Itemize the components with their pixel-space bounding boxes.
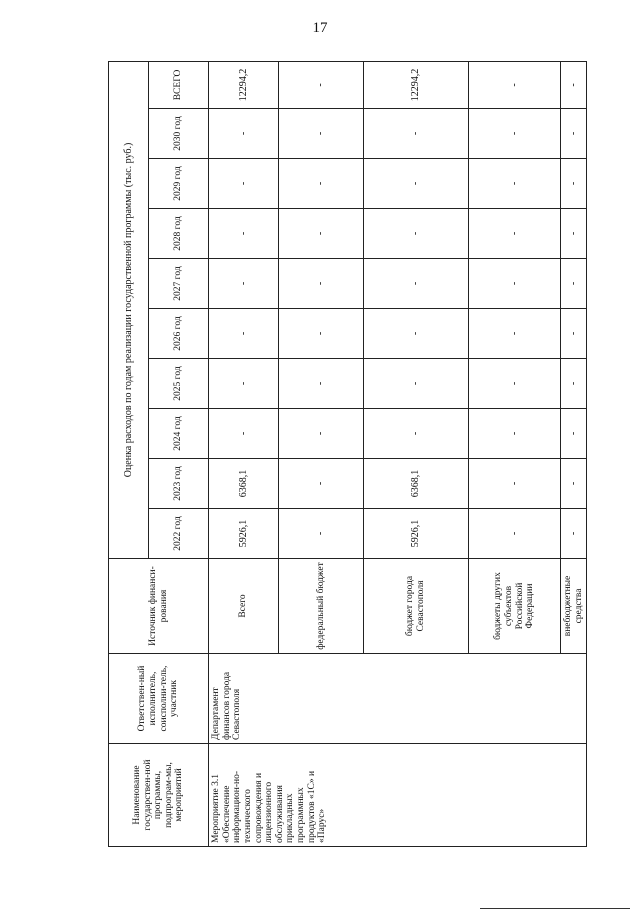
value-cell: - bbox=[209, 109, 279, 159]
value-cell: - bbox=[561, 259, 587, 309]
value-cell: 6368,1 bbox=[209, 459, 279, 509]
rotated-table-block bbox=[108, 62, 585, 847]
value-cell: - bbox=[561, 459, 587, 509]
value-cell: - bbox=[279, 159, 364, 209]
value-cell: - bbox=[561, 209, 587, 259]
value-cell: 5926,1 bbox=[209, 509, 279, 559]
total-cell: 12294,2 bbox=[209, 61, 279, 108]
value-cell: - bbox=[279, 209, 364, 259]
header-name: Наименование государствен-ной программы, подпрограм-мы, мероприятий bbox=[109, 744, 209, 847]
value-cell: - bbox=[279, 459, 364, 509]
value-cell: - bbox=[561, 309, 587, 359]
value-cell: - bbox=[209, 259, 279, 309]
total-cell: - bbox=[279, 61, 364, 108]
header-source: Источник финанси-рования bbox=[109, 559, 209, 654]
page-number: 17 bbox=[312, 20, 328, 36]
value-cell: 6368,1 bbox=[364, 459, 469, 509]
expenditure-table bbox=[108, 61, 587, 847]
source-cell: Всего bbox=[209, 559, 279, 654]
value-cell: - bbox=[364, 209, 469, 259]
value-cell: - bbox=[279, 359, 364, 409]
source-cell: федеральный бюджет bbox=[279, 559, 364, 654]
measure-name: Мероприятие 3.1 «Обеспечение информацион-но-технического сопровождения и лицензионного обслуживания прикладных программных продуктов «1С» и «Парус» bbox=[209, 744, 587, 847]
scan-edge-line bbox=[480, 908, 630, 909]
source-cell: внебюджетные средства bbox=[561, 559, 587, 654]
value-cell: - bbox=[209, 409, 279, 459]
header-year: 2023 год bbox=[149, 459, 209, 509]
header-executor: Ответствен-ный исполнитель, соисполни-тель, участник bbox=[109, 654, 209, 744]
value-cell: - bbox=[561, 509, 587, 559]
value-cell: - bbox=[209, 359, 279, 409]
header-year: 2024 год bbox=[149, 409, 209, 459]
value-cell: - bbox=[561, 159, 587, 209]
value-cell: - bbox=[561, 109, 587, 159]
value-cell: - bbox=[209, 159, 279, 209]
measure-executor: Департамент финансов города Севастополя bbox=[209, 654, 587, 744]
header-year: 2026 год bbox=[149, 309, 209, 359]
header-year: 2022 год bbox=[149, 509, 209, 559]
value-cell: - bbox=[469, 159, 561, 209]
value-cell: - bbox=[209, 309, 279, 359]
value-cell: - bbox=[469, 459, 561, 509]
value-cell: - bbox=[279, 309, 364, 359]
value-cell: - bbox=[209, 209, 279, 259]
value-cell: - bbox=[561, 359, 587, 409]
value-cell: - bbox=[279, 509, 364, 559]
value-cell: - bbox=[469, 209, 561, 259]
header-total: ВСЕГО bbox=[149, 61, 209, 108]
header-year: 2027 год bbox=[149, 259, 209, 309]
value-cell: - bbox=[364, 359, 469, 409]
value-cell: 5926,1 bbox=[364, 509, 469, 559]
value-cell: - bbox=[469, 509, 561, 559]
value-cell: - bbox=[364, 409, 469, 459]
total-cell: - bbox=[469, 61, 561, 108]
value-cell: - bbox=[469, 109, 561, 159]
table-row bbox=[209, 61, 279, 846]
value-cell: - bbox=[469, 409, 561, 459]
value-cell: - bbox=[279, 409, 364, 459]
value-cell: - bbox=[469, 309, 561, 359]
source-cell: бюджет города Севастополя bbox=[364, 559, 469, 654]
value-cell: - bbox=[364, 159, 469, 209]
value-cell: - bbox=[561, 409, 587, 459]
header-year: 2029 год bbox=[149, 159, 209, 209]
value-cell: - bbox=[364, 109, 469, 159]
value-cell: - bbox=[279, 259, 364, 309]
value-cell: - bbox=[364, 309, 469, 359]
value-cell: - bbox=[469, 259, 561, 309]
header-estimate: Оценка расходов по годам реализации государственной программы (тыс. руб.) bbox=[109, 61, 149, 558]
value-cell: - bbox=[364, 259, 469, 309]
value-cell: - bbox=[469, 359, 561, 409]
value-cell: - bbox=[279, 109, 364, 159]
header-year: 2025 год bbox=[149, 359, 209, 409]
total-cell: 12294,2 bbox=[364, 61, 469, 108]
total-cell: - bbox=[561, 61, 587, 108]
header-row-1 bbox=[109, 61, 149, 846]
source-cell: бюджеты других субъектов Российской Федерации bbox=[469, 559, 561, 654]
header-year: 2030 год bbox=[149, 109, 209, 159]
header-year: 2028 год bbox=[149, 209, 209, 259]
